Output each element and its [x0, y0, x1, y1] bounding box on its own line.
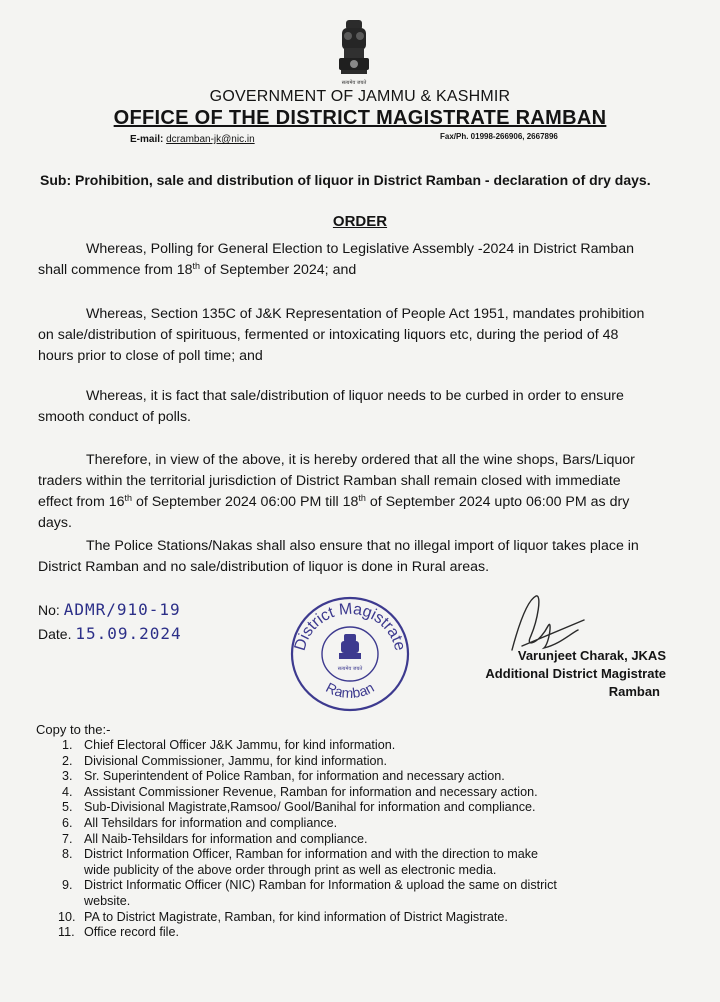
subject-line: Sub: Prohibition, sale and distribution of liquor in District Ramban - declaration of dry days.	[40, 172, 651, 188]
list-item-number: 6.	[62, 815, 73, 830]
office-title: OFFICE OF THE DISTRICT MAGISTRATE RAMBAN	[113, 107, 607, 129]
signatory-designation: Additional District Magistrate	[485, 666, 666, 681]
list-item-line: Chief Electoral Officer J&K Jammu, for kind information.	[84, 738, 396, 752]
list-item-text	[84, 769, 505, 785]
order-number-value: ADMR/910-19	[63, 600, 181, 619]
emblem-motto: सत्यमेव जयते	[341, 80, 367, 86]
paragraph-line: smooth conduct of polls.	[38, 409, 191, 425]
paragraph-line: days.	[38, 515, 72, 531]
paragraph-line	[38, 260, 688, 281]
list-item-text	[84, 910, 508, 926]
superscript: th	[192, 261, 201, 271]
order-number	[38, 598, 182, 622]
state-emblem-icon	[332, 18, 376, 88]
list-item-number: 4.	[62, 784, 73, 799]
paragraph-line	[38, 492, 688, 513]
email-label: E-mail:	[130, 134, 164, 145]
list-item-text	[84, 847, 538, 878]
list-item-line: District Informatic Officer (NIC) Ramban for Information & upload the same on district	[84, 878, 557, 893]
paragraph-line: Whereas, Polling for General Election to Legislative Assembly -2024 in District Ramban	[86, 241, 635, 257]
signatory-place: Ramban	[608, 684, 660, 699]
list-item-number: 2.	[62, 753, 73, 768]
list-item-line: District Information Officer, Ramban for information and with the direction to make	[84, 847, 539, 862]
paragraph-line: Whereas, Section 135C of J&K Representation of People Act 1951, mandates prohibition	[86, 306, 645, 322]
list-item-number: 7.	[62, 831, 73, 846]
paragraph-line: Whereas, it is fact that sale/distribution of liquor needs to be curbed in order to ensure	[86, 388, 624, 404]
list-item	[62, 738, 662, 754]
superscript: th	[358, 493, 366, 503]
email-address[interactable]: dcramban-jk@nic.in	[166, 134, 255, 145]
list-item-number: 3.	[62, 769, 73, 784]
paragraph-line: Therefore, in view of the above, it is hereby ordered that all the wine shops, Bars/Liquor	[86, 452, 635, 468]
text-run: of September 2024; and	[200, 262, 357, 278]
list-item-line: Divisional Commissioner, Jammu, for kind information.	[84, 753, 388, 768]
paragraph-line: hours prior to close of poll time; and	[38, 348, 263, 364]
seal-emblem-icon	[339, 634, 361, 659]
list-item-text	[84, 816, 337, 832]
order-date-label: Date.	[38, 626, 72, 642]
list-item-text	[84, 878, 557, 909]
list-item-line: Office record file.	[84, 925, 179, 940]
order-date-value: 15.09.2024	[75, 624, 182, 643]
list-item	[62, 847, 662, 878]
list-item	[62, 816, 662, 832]
paragraph-3	[38, 386, 688, 428]
list-item	[62, 878, 662, 909]
list-item-text	[84, 800, 536, 816]
paragraph-2	[38, 304, 688, 367]
order-heading: ORDER	[332, 213, 388, 230]
list-item	[62, 754, 662, 770]
signatory-name: Varunjeet Charak, JKAS	[517, 648, 666, 663]
fax-line: Fax/Ph. 01998-266906, 2667896	[440, 132, 558, 141]
paragraph-line: on sale/distribution of spirituous, fermented or intoxicating liquors etc, during the period of 48	[38, 327, 619, 343]
list-item-number: 9.	[62, 878, 73, 893]
signatory-block	[458, 647, 666, 701]
seal-top-text: District Magistrate	[291, 600, 409, 653]
list-item-line: Sub-Divisional Magistrate,Ramsoo/ Gool/Banihal for information and compliance.	[84, 800, 536, 815]
copy-to-list	[58, 738, 662, 941]
reference-block	[38, 598, 182, 646]
copy-to-title: Copy to the:-	[36, 722, 111, 737]
seal-motto: सत्यमेव जयते	[337, 666, 363, 672]
list-item-number: 5.	[62, 800, 73, 815]
list-item-text	[84, 754, 387, 770]
seal-bottom-text: Ramban	[323, 679, 377, 702]
order-number-label: No:	[38, 602, 60, 618]
list-item-line: All Naib-Tehsildars for information and compliance.	[84, 831, 368, 846]
list-item-number: 1.	[62, 738, 73, 752]
list-item-number: 11.	[58, 925, 75, 940]
list-item	[62, 785, 662, 801]
district-magistrate-seal	[284, 592, 416, 716]
text-run: effect from 16	[38, 494, 125, 510]
paragraph-line: traders within the territorial jurisdiction of District Ramban shall remain closed with immediate	[38, 473, 621, 489]
list-item-text	[84, 785, 538, 801]
paragraph-5	[38, 536, 688, 578]
list-item	[62, 832, 662, 848]
text-run: shall commence from 18	[38, 262, 193, 278]
text-run: of September 2024 06:00 PM till 18	[132, 494, 359, 510]
government-name: GOVERNMENT OF JAMMU & KASHMIR	[209, 88, 511, 105]
list-item-line: Assistant Commissioner Revenue, Ramban for information and necessary action.	[84, 784, 538, 799]
list-item	[58, 925, 662, 941]
list-item-text	[84, 832, 368, 848]
text-run: of September 2024 upto 06:00 PM as dry	[365, 494, 630, 510]
list-item-text	[84, 738, 395, 754]
list-item-line: wide publicity of the above order through print as well as electronic media.	[84, 862, 497, 877]
list-item-line: Sr. Superintendent of Police Ramban, for information and necessary action.	[84, 769, 505, 784]
paragraph-line: District Ramban and no sale/distribution of liquor is done in Rural areas.	[38, 559, 490, 575]
order-date	[38, 622, 182, 646]
superscript: th	[124, 493, 132, 503]
list-item-number: 8.	[62, 847, 73, 862]
list-item-line: All Tehsildars for information and compliance.	[84, 815, 338, 830]
list-item-line: website.	[84, 893, 131, 908]
list-item-text	[84, 925, 179, 941]
list-item	[58, 909, 662, 926]
list-item	[62, 800, 662, 816]
list-item	[62, 769, 662, 785]
paragraph-4	[38, 450, 688, 534]
paragraph-line: The Police Stations/Nakas shall also ensure that no illegal import of liquor takes place in	[86, 538, 639, 554]
paragraph-1	[38, 239, 688, 281]
email-line	[130, 134, 255, 145]
list-item-line: PA to District Magistrate, Ramban, for kind information of District Magistrate.	[84, 909, 508, 924]
list-item-number: 10.	[58, 909, 76, 924]
